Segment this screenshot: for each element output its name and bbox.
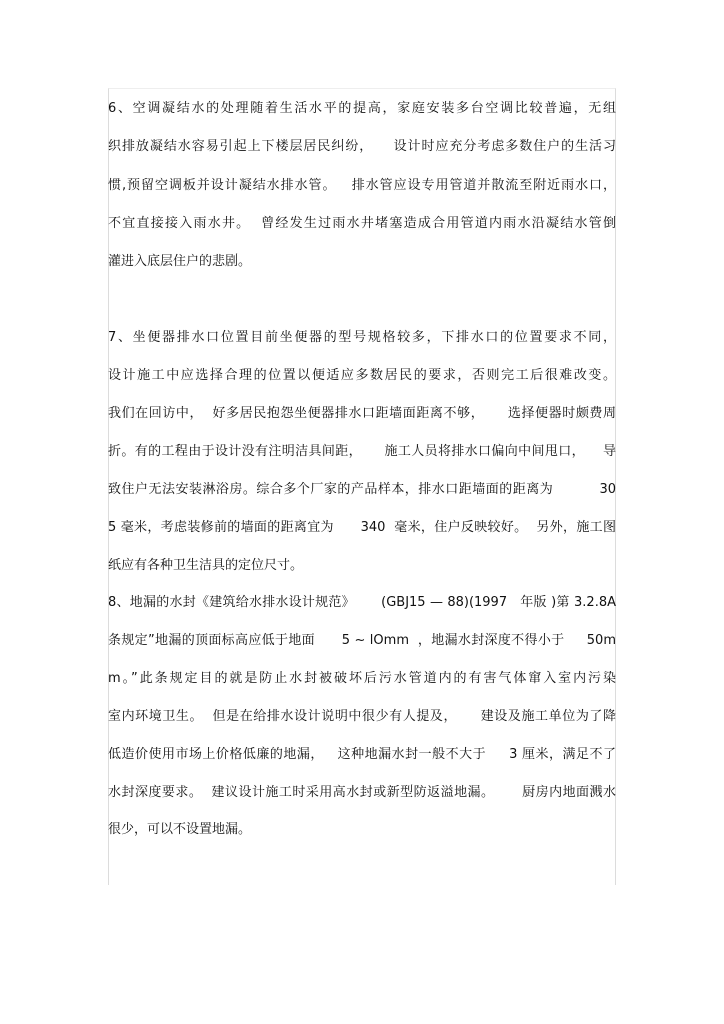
paragraph-line: 灌进入底层住户的悲剧。 xyxy=(108,254,252,269)
paragraph-line: 我们在回访中， 好多居民抱怨坐便器排水口距墙面距离不够， 选择便器时颇费周 xyxy=(108,406,616,421)
paragraph-line: 致住户无法安装淋浴房。综合多个厂家的产品样本，排水口距墙面的距离为 30 xyxy=(108,482,616,497)
paragraph-line: 条规定”地漏的顶面标高应低于地面 5 ~ lOmm ，地漏水封深度不得小于 50m xyxy=(108,633,616,648)
paragraph-line: 低造价使用市场上价格低廉的地漏， 这种地漏水封一般不大于 3 厘米，满足不了 xyxy=(108,747,616,762)
paragraph-line: 5 毫米，考虑装修前的墙面的距离宜为 340 毫米，住户反映较好。 另外，施工图 xyxy=(108,520,616,535)
paragraph-line: 7、坐便器排水口位置目前坐便器的型号规格较多，下排水口的位置要求不同， xyxy=(108,330,616,345)
paragraph-line: 不宜直接接入雨水井。 曾经发生过雨水井堵塞造成合用管道内雨水沿凝结水管倒 xyxy=(108,216,616,231)
paragraph-line: 6、空调凝结水的处理随着生活水平的提高，家庭安装多台空调比较普遍，无组 xyxy=(108,101,616,116)
paragraph-line: 纸应有各种卫生洁具的定位尺寸。 xyxy=(108,558,304,573)
paragraph-line: 8、地漏的水封《建筑给水排水设计规范》 (GBJ15 — 88)(1997 年版 )第 3.2.8A xyxy=(108,595,616,610)
paragraph-line: m。”此条规定目的就是防止水封被破坏后污水管道内的有害气体窜入室内污染 xyxy=(108,671,616,686)
paragraph-line: 设计施工中应选择合理的位置以便适应多数居民的要求，否则完工后很难改变。 xyxy=(108,368,616,383)
paragraph-line: 很少，可以不设置地漏。 xyxy=(108,822,252,837)
paragraph-line: 惯,预留空调板并设计凝结水排水管。 排水管应设专用管道并散流至附近雨水口， xyxy=(108,178,616,193)
paragraph-line: 折。有的工程由于设计没有注明洁具间距， 施工人员将排水口偏向中间甩口， 导 xyxy=(108,444,616,459)
paragraph-line: 水封深度要求。 建议设计施工时采用高水封或新型防返溢地漏。 厨房内地面溅水 xyxy=(108,785,616,800)
paragraph-line: 室内环境卫生。 但是在给排水设计说明中很少有人提及， 建设及施工单位为了降 xyxy=(108,709,616,724)
paragraph-line: 织排放凝结水容易引起上下楼层居民纠纷， 设计时应充分考虑多数住户的生活习 xyxy=(108,139,616,154)
